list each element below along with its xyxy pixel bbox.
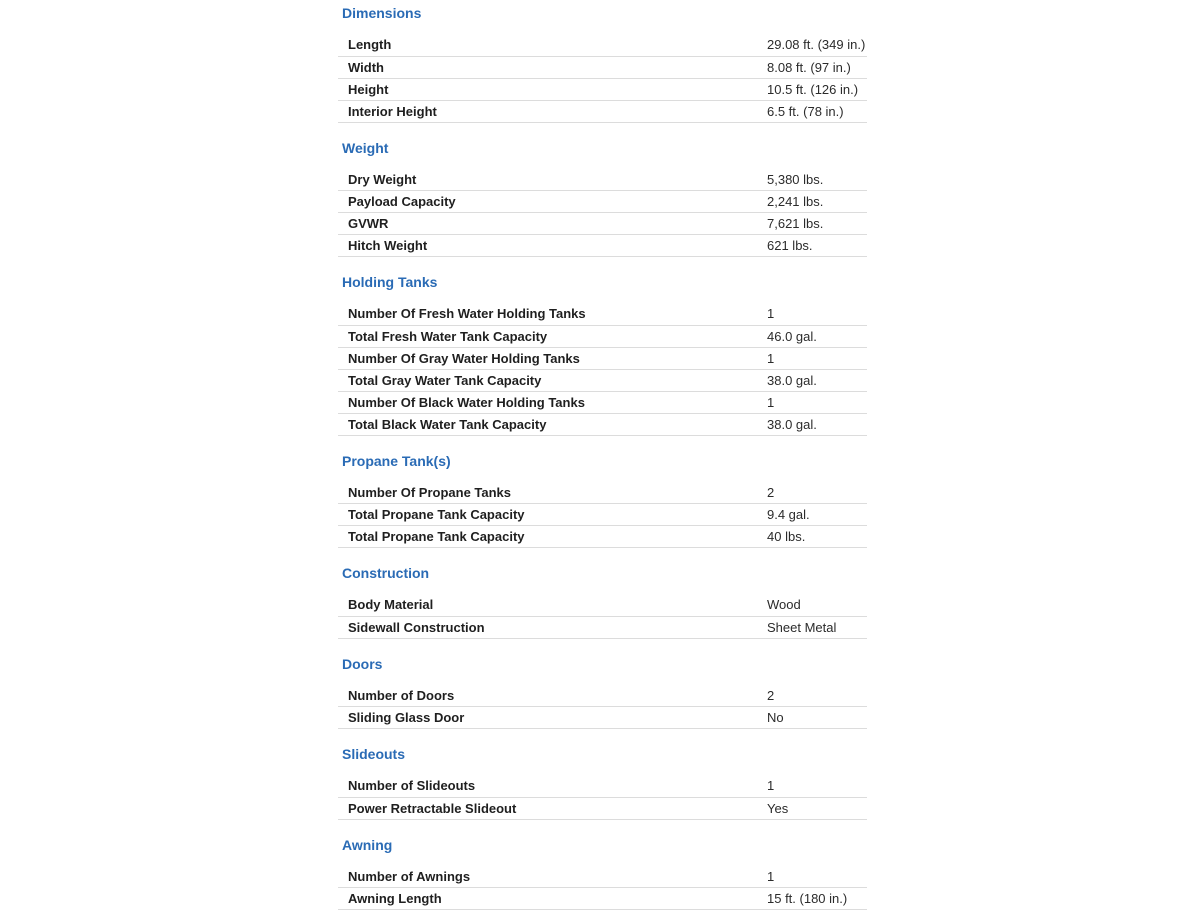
spec-section-slideouts (338, 741, 867, 820)
spec-row (338, 169, 867, 191)
spec-row (338, 56, 867, 78)
spec-value: Yes (757, 797, 867, 819)
spec-section-holding-tanks (338, 269, 867, 436)
spec-row (338, 347, 867, 369)
spec-value: 29.08 ft. (349 in.) (757, 34, 867, 56)
spec-value: 9.4 gal. (757, 504, 867, 526)
spec-row (338, 685, 867, 707)
spec-label: Number of Awnings (338, 866, 757, 888)
spec-row (338, 235, 867, 257)
spec-value: Wood (757, 594, 867, 616)
spec-table (338, 169, 867, 258)
spec-table (338, 34, 867, 123)
spec-value: 1 (757, 391, 867, 413)
spec-value: 1 (757, 303, 867, 325)
spec-row (338, 78, 867, 100)
spec-label: Sliding Glass Door (338, 707, 757, 729)
spec-row (338, 391, 867, 413)
specifications-panel (338, 0, 867, 922)
spec-row (338, 369, 867, 391)
spec-label: Dry Weight (338, 169, 757, 191)
spec-value: 38.0 gal. (757, 369, 867, 391)
section-title: Propane Tank(s) (342, 452, 451, 469)
spec-table (338, 866, 867, 911)
section-title: Awning (342, 836, 393, 853)
section-title: Holding Tanks (342, 274, 438, 290)
spec-value: 8.08 ft. (97 in.) (757, 56, 867, 78)
spec-label: Height (338, 78, 757, 100)
spec-value: 6.5 ft. (78 in.) (757, 100, 867, 122)
spec-label: Total Black Water Tank Capacity (338, 413, 757, 435)
spec-row (338, 707, 867, 729)
spec-table (338, 594, 867, 639)
spec-value: 7,621 lbs. (757, 213, 867, 235)
spec-row (338, 303, 867, 325)
spec-section-doors (338, 651, 867, 730)
spec-label: Power Retractable Slideout (338, 797, 757, 819)
spec-row (338, 775, 867, 797)
spec-row (338, 616, 867, 638)
spec-label: Total Fresh Water Tank Capacity (338, 325, 757, 347)
spec-row (338, 34, 867, 56)
spec-label: Total Propane Tank Capacity (338, 526, 757, 548)
spec-row (338, 504, 867, 526)
spec-value: 2 (757, 482, 867, 504)
spec-label: Total Gray Water Tank Capacity (338, 369, 757, 391)
spec-table (338, 685, 867, 730)
spec-label: GVWR (338, 213, 757, 235)
spec-label: Number Of Gray Water Holding Tanks (338, 347, 757, 369)
spec-row (338, 866, 867, 888)
spec-section-construction (338, 560, 867, 639)
spec-label: Number Of Propane Tanks (338, 482, 757, 504)
section-title: Slideouts (342, 746, 406, 762)
spec-section-awning (338, 832, 867, 911)
spec-value: 1 (757, 775, 867, 797)
spec-value: 2,241 lbs. (757, 191, 867, 213)
spec-label: Payload Capacity (338, 191, 757, 213)
spec-label: Awning Length (338, 888, 757, 910)
spec-value: No (757, 707, 867, 729)
section-title: Weight (342, 139, 389, 156)
spec-value: 1 (757, 866, 867, 888)
spec-row (338, 325, 867, 347)
spec-row (338, 100, 867, 122)
spec-section-dimensions (338, 0, 867, 123)
spec-value: 1 (757, 347, 867, 369)
spec-label: Body Material (338, 594, 757, 616)
spec-row (338, 526, 867, 548)
spec-value: 15 ft. (180 in.) (757, 888, 867, 910)
spec-row (338, 482, 867, 504)
spec-label: Total Propane Tank Capacity (338, 504, 757, 526)
spec-label: Interior Height (338, 100, 757, 122)
spec-label: Number Of Fresh Water Holding Tanks (338, 303, 757, 325)
spec-value: 5,380 lbs. (757, 169, 867, 191)
spec-label: Number Of Black Water Holding Tanks (338, 391, 757, 413)
section-title: Dimensions (342, 5, 422, 21)
spec-value: 10.5 ft. (126 in.) (757, 78, 867, 100)
spec-row (338, 191, 867, 213)
spec-label: Width (338, 56, 757, 78)
spec-value: 38.0 gal. (757, 413, 867, 435)
spec-row (338, 413, 867, 435)
section-title: Doors (342, 655, 383, 672)
spec-row (338, 888, 867, 910)
spec-label: Hitch Weight (338, 235, 757, 257)
spec-label: Sidewall Construction (338, 616, 757, 638)
spec-row (338, 213, 867, 235)
spec-value: 46.0 gal. (757, 325, 867, 347)
spec-row (338, 594, 867, 616)
spec-section-propane-tank-s (338, 448, 867, 549)
spec-table (338, 482, 867, 549)
spec-value: Sheet Metal (757, 616, 867, 638)
spec-section-weight (338, 135, 867, 258)
spec-value: 2 (757, 685, 867, 707)
spec-table (338, 775, 867, 820)
spec-table (338, 303, 867, 436)
spec-label: Number of Slideouts (338, 775, 757, 797)
spec-label: Length (338, 34, 757, 56)
spec-value: 621 lbs. (757, 235, 867, 257)
spec-label: Number of Doors (338, 685, 757, 707)
section-title: Construction (342, 565, 430, 581)
spec-row (338, 797, 867, 819)
spec-value: 40 lbs. (757, 526, 867, 548)
